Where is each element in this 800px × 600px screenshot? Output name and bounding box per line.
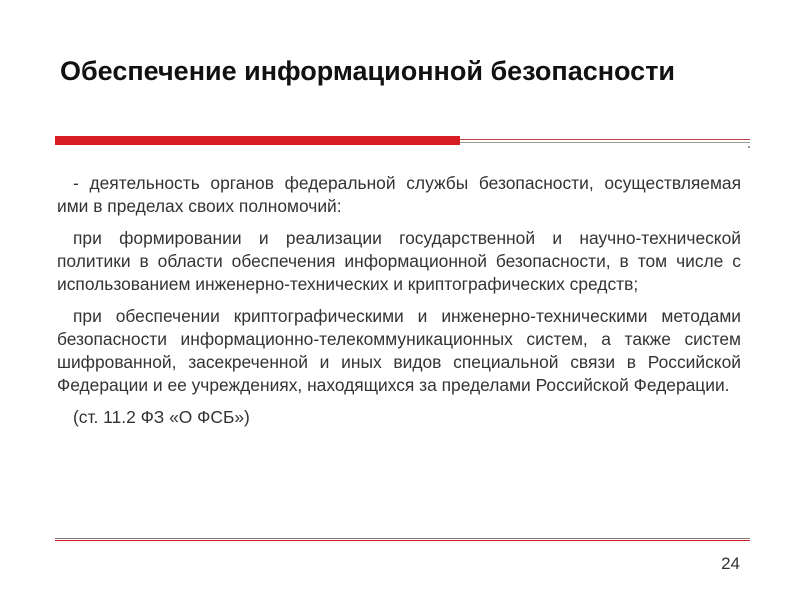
page-number: 24 xyxy=(721,554,740,573)
citation: (ст. 11.2 ФЗ «О ФСБ») xyxy=(73,407,250,427)
body-paragraph-2: при формировании и реализации государственной и научно-технической политики в области обеспечения информационной безопасности, в том числе с использованием инженерно-технических и криптографических средств; xyxy=(57,228,741,294)
footer-accent-line xyxy=(55,540,750,541)
decorative-dot xyxy=(748,146,750,148)
footer-divider-line xyxy=(55,538,750,539)
slide-body xyxy=(57,172,741,429)
title-accent-bar xyxy=(55,136,460,145)
slide-title: Обеспечение информационной безопасности xyxy=(60,56,676,86)
body-paragraph-3: при обеспечении криптографическими и инженерно-техническими методами безопасности информационно-телекоммуникационных систем, а также систем шифрованной, засекреченной и иных видов специальной связи в Российской Федерации и ее учреждениях, находящихся за пределами Российской Федерации. xyxy=(57,306,741,395)
title-divider-line xyxy=(460,139,750,140)
body-paragraph-1: - деятельность органов федеральной службы безопасности, осуществляемая ими в пределах своих полномочий: xyxy=(57,173,741,216)
title-divider-shadow-line xyxy=(460,142,750,143)
